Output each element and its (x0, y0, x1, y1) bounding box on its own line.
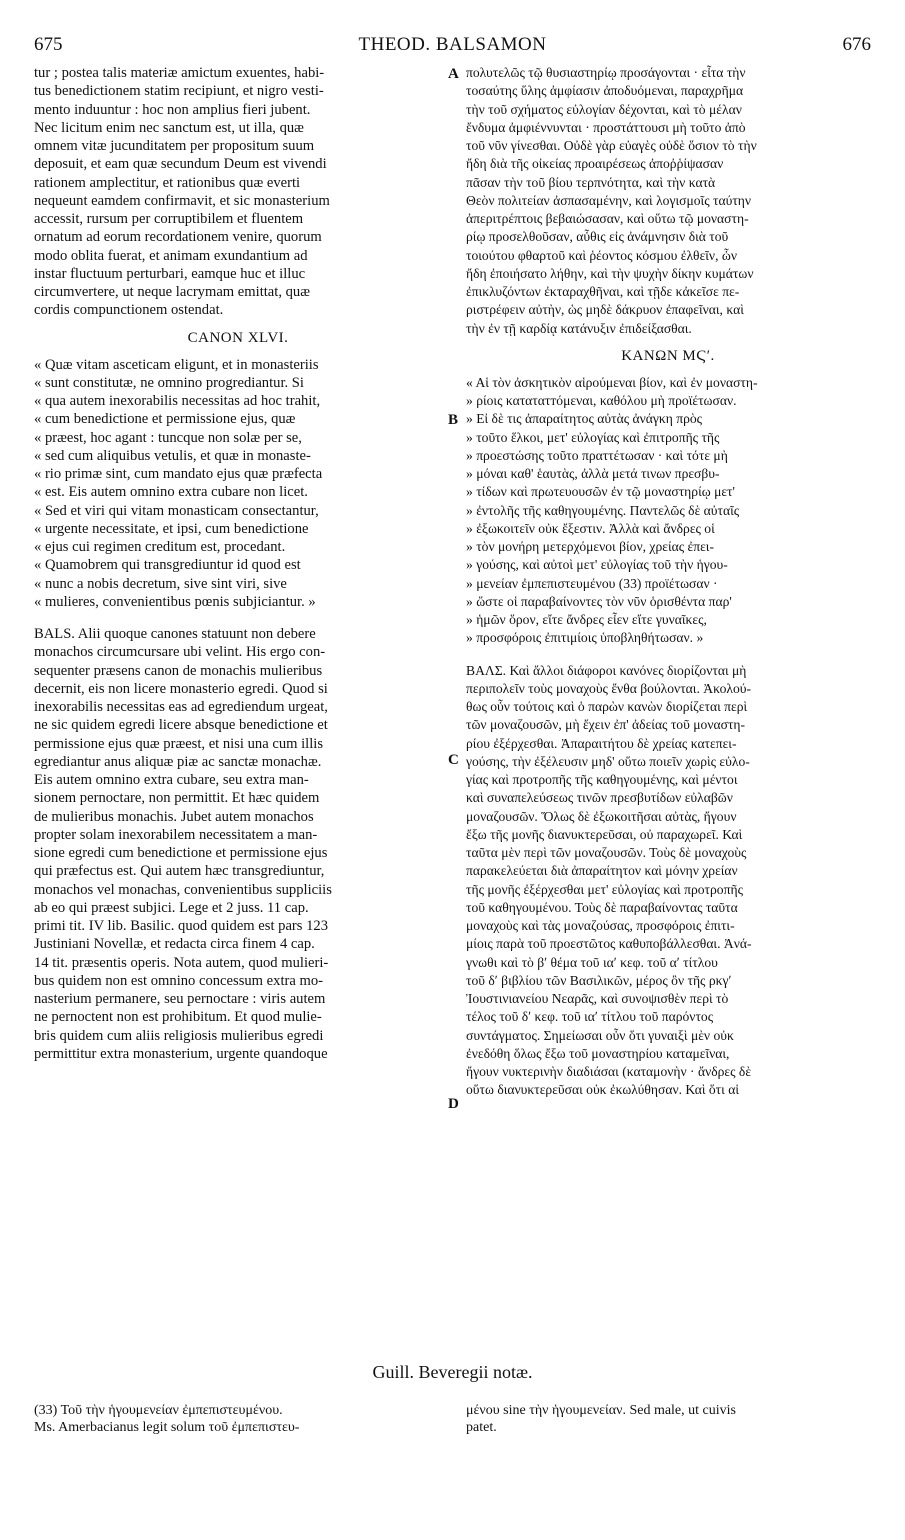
text-line: tus benedictionem statim recipiunt, et nigro vesti- (34, 83, 324, 100)
commentary-line: permissione ejus quæ præest, et nisi una cum illis (34, 735, 324, 752)
commentary-line: ne pernoctent non est prohibitum. Et quod mulie- (34, 1009, 322, 1026)
text-line: mento induuntur : hoc non amplius fieri jubent. (34, 101, 311, 118)
commentary-line: sionem pernoctare, non permittit. Et hæc quidem (34, 790, 320, 807)
margin-letter-d: D (448, 1096, 459, 1112)
canon-line: » ὥστε οἱ παραβαίνοντες τὸν νῦν ὁρισθέντα παρ' (466, 593, 732, 609)
canon-line: » ἡμῶν ὅρον, εἴτε ἄνδρες εἶεν εἴτε γυναῖκες, (466, 612, 707, 627)
footnote-line: patet. (466, 1420, 497, 1435)
text-line: rationem amplectitur, et rationibus quæ everti (34, 174, 301, 191)
commentary-line: de mulieribus monachis. Jubet autem monachos (34, 808, 314, 825)
commentary-line: 14 tit. præsentis operis. Nota autem, quod mulieri- (34, 954, 329, 971)
canon-line: » προεστώσης τοῦτο πραττέτωσαν · καὶ τότε μὴ (466, 447, 728, 463)
commentary-line: decernit, eis non licere monasterio egredi. Quod si (34, 680, 328, 697)
commentary-line: περιπολεῖν τοὺς μοναχοὺς ἔνθα βούλονται. Ἀκολού- (466, 680, 752, 696)
commentary-line: primi tit. IV lib. Basilic. quod quidem est pars 123 (34, 918, 329, 934)
commentary-line: συντάγματος. Σημείωσαι οὖν ὅτι γυναιξὶ μὲν οὐκ (466, 1027, 734, 1043)
footnote-left (34, 1402, 449, 1436)
commentary-line: bris quidem cum aliis religiosis mulieribus egredi (34, 1027, 324, 1044)
commentary-line: τῆς μονῆς ἐξέρχεσθαι μετ' εὐλογίας καὶ προτροπῆς (466, 881, 743, 897)
text-line: circumvertere, ut neque lacrymam emittat, quæ (34, 284, 310, 300)
latin-intro (34, 64, 442, 320)
margin-letter-a: A (448, 66, 459, 82)
greek-canon-title: ΚΑΝΩΝ ΜϚʹ. (621, 347, 715, 364)
commentary-line: ρίου ἐξέρχεσθαι. Ἀπαραιτήτου δὲ χρείας κατεπει- (466, 735, 737, 751)
canon-line: » ρίοις κατατατтόμεναι, καθόλου μὴ προϊέτωσαν. (466, 393, 737, 408)
text-line: ριστρέφειν αὐτὴν, ὡς μηδὲ δάκρυον ἐπαφεῖναι, καὶ (466, 302, 744, 318)
text-line: nequeunt eamdem confirmavit, et sic monasterium (34, 192, 330, 209)
canon-line: « Quæ vitam asceticam eligunt, et in monasteriis (34, 356, 319, 373)
text-line: ρίῳ προσελθοῦσαν, αὖθις εἰς ἀνάμνησιν διὰ τοῦ (466, 229, 729, 245)
canon-line: « urgente necessitate, et ipsi, cum benedictione (34, 520, 309, 537)
canon-line: » ἐντολῆς τῆς καθηγουμένης. Παντελῶς δὲ αὐταῖς (466, 502, 740, 518)
commentary-line: γίας καὶ προτροπῆς τῆς καθηγουμένης, καὶ μέντοι (466, 772, 738, 787)
text-line: πᾶσαν τὴν τοῦ βίου τερπνότητα, καὶ τὴν κατὰ (466, 174, 716, 190)
commentary-line: τέλος τοῦ δʹ κεφ. τοῦ ιαʹ τίτλου τοῦ παρόντος (466, 1009, 714, 1025)
commentary-line: egrediantur anus aliquæ piæ ac sanctæ monachæ. (34, 753, 322, 770)
latin-canon-title: CANON XLVI. (187, 329, 289, 346)
canon-line: « qua autem inexorabilis necessitas ad hoc trahit, (34, 393, 321, 409)
commentary-line: θως οὖν τούτοις καὶ ὁ παρὼν κανὼν διορίζεται περὶ (466, 699, 748, 714)
text-line: modo oblita fuerat, et animam exundantium ad (34, 247, 308, 264)
greek-intro (466, 64, 870, 338)
commentary-line: ἐνεδόθη ὅλως ἔξω τοῦ μοναστηρίου καταμεῖναι, (466, 1045, 730, 1061)
page-number-right: 676 (842, 34, 871, 55)
commentary-line: inexorabilis necessitas eas ad egrediendum urgeat, (34, 699, 328, 715)
commentary-line: τῶν μοναζουσῶν, μὴ ἔχειν ἐπ' ἀδείας τοῦ μοναστη- (466, 717, 746, 733)
canon-line: » τίδων καὶ πρωτευουσῶν ἐν τῷ μοναστηρίῳ μετ' (466, 484, 735, 500)
footnote-right (466, 1402, 870, 1436)
commentary-line: γνωθι καὶ τὸ βʹ θέμα τοῦ ιαʹ κεφ. τοῦ αʹ τίτλου (466, 954, 718, 970)
canon-line: » ἐξωκοιτεῖν οὐκ ἔξεστιν. Ἀλλὰ καὶ ἄνδρες οἱ (466, 520, 715, 536)
commentary-line: monachos circumcursare ubi velint. His ergo con- (34, 644, 326, 661)
footnote-line: μένου sine τὴν ἡγουμενείαν. Sed male, ut cuivis (466, 1403, 736, 1418)
canon-line: « Αἱ τὸν ἀσκητικὸν αἱρούμεναι βίον, καὶ ἐν μοναστη- (466, 374, 758, 390)
greek-canon-text (466, 374, 870, 648)
text-line: deposuit, et eam quæ secundum Deum est vivendi (34, 156, 327, 173)
latin-canon-text (34, 356, 442, 612)
greek-column (466, 64, 870, 1100)
commentary-line: propter solam inexorabilem necessitatem a man- (34, 826, 318, 843)
commentary-line: καὶ συναπελεύσεως τινῶν πρεσβυτίδων εὐλαβῶν (466, 790, 733, 806)
canon-line: » τὸν μονήρη μετερχόμενοι βίον, χρείας ἐπει- (466, 539, 714, 554)
commentary-line: μοναχοὺς καὶ τὰς μοναζούσας, προσφόροις ἐπιτι- (466, 918, 735, 933)
text-line: cordis compunctionem ostendat. (34, 302, 224, 319)
page-number-left: 675 (34, 34, 63, 55)
commentary-line: monachos vel monachas, convenientibus suppliciis (34, 881, 332, 898)
text-line: ornatum ad eorum recordationem venire, quorum (34, 229, 322, 246)
text-line: Nec licitum enim nec sanctum est, ut illa, quæ (34, 119, 304, 136)
text-line: tur ; postea talis materiæ amictum exuentes, habi- (34, 65, 325, 81)
commentary-line: ταῦτα μὲν περὶ τῶν μοναζουσῶν. Τοὺς δὲ μοναχοὺς (466, 845, 747, 860)
canon-line: « nunc a nobis decretum, sive sint viri, sive (34, 575, 287, 592)
margin-letter-b: B (448, 412, 459, 428)
canon-line: « sed cum aliquibus vetulis, et quæ in monaste- (34, 447, 311, 464)
canon-line: « Sed et viri qui vitam monasticam consectantur, (34, 502, 319, 519)
commentary-line: γούσης, τὴν ἐξέλευσιν μηδ' οὕτω ποιεῖν χωρὶς εὐλο- (466, 753, 750, 769)
commentary-line: nasterium permanere, seu pernoctare : viris autem (34, 991, 326, 1007)
text-line: πολυτελῶς τῷ θυσιαστηρίῳ προσάγονται · εἶτα τὴν (466, 65, 746, 80)
latin-column (34, 64, 442, 1063)
commentary-line: Eis autem omnino extra cubare, seu extra man- (34, 772, 309, 788)
commentary-line: μίοις παρὰ τοῦ προεστῶτος καθυποβάλλεσθαι. Ἀνά- (466, 936, 752, 952)
canon-line: « est. Eis autem omnino extra cubare non licet. (34, 484, 308, 501)
page-header (34, 34, 871, 60)
text-line: ἀπεριτρέπτοις βεβαιώσασαν, καὶ οὕτω τῷ μοναστη- (466, 211, 749, 226)
commentary-line: sione egredi cum benedictione et permissione ejus (34, 845, 328, 861)
text-line: τοιούτου φθαρτοῦ καὶ ῥέοντος κόσμου ἐλθεῖν, ὧν (466, 247, 737, 263)
canon-line: » τοῦτο ἕλκοι, μετ' εὐλογίας καὶ ἐπιτροπῆς τῆς (466, 429, 720, 445)
commentary-line: qui præfectus est. Qui autem hæc transgrediuntur, (34, 863, 325, 880)
commentary-line: ne sic quidem egredi licere absque benedictione et (34, 717, 328, 734)
canon-line: « Quamobrem qui transgrediuntur id quod est (34, 557, 301, 574)
canon-line: « cum benedictione et permissione ejus, quæ (34, 411, 296, 428)
canon-line: » μενείαν ἐμπεπιστευμένου (33) προϊέτωσαν · (466, 575, 718, 591)
commentary-line: ab eo qui præest subjici. Lege et 2 juss. 11 cap. (34, 899, 309, 916)
footnote-line: Ms. Amerbacianus legit solum τοῦ ἐμπεπιστευ- (34, 1420, 300, 1435)
canon-line: » μόναι καθ' ἑαυτὰς, ἀλλὰ μετά τινων πρεσβυ- (466, 466, 720, 481)
running-title: THEOD. BALSAMON (358, 34, 547, 55)
commentary-line: ΒΑΛΣ. Καὶ ἄλλοι διάφοροι κανόνες διορίζονται μὴ (466, 662, 747, 678)
margin-letter-c: C (448, 752, 459, 768)
canon-line: » γούσης, καὶ αὐτοὶ μετ' εὐλογίας τοῦ τὴν ἡγου- (466, 557, 728, 573)
latin-commentary (34, 625, 442, 1063)
text-line: τοῦ νῦν γίνεσθαι. Οὐδὲ γὰρ εὐαγὲς οὐδὲ ὅσιον τὸ τὴν (466, 138, 757, 153)
footnote-line: (33) Τοῦ τὴν ἡγουμενείαν ἐμπεπιστευμένου. (34, 1403, 283, 1418)
canon-line: » προσφόροις ἐπιτιμίοις ὑποβληθήτωσαν. » (466, 630, 704, 646)
canon-line: » Εἰ δὲ τις ἀπαραίτητος αὐτὰς ἀνάγκη πρὸς (466, 411, 703, 427)
greek-commentary (466, 662, 870, 1100)
text-line: omnem vitæ jucunditatem per propositum suum (34, 138, 315, 154)
text-line: accessit, rursum per corruptibilem et fluentem (34, 211, 304, 227)
text-line: ἤδη διὰ τῆς οἰκείας προαιρέσεως ἀποῤῥίψασαν (466, 156, 724, 172)
text-line: τὴν τοῦ σχήματος εὐλογίαν δέχονται, καὶ τὸ μέλαν (466, 101, 742, 117)
canon-line: « sunt constitutæ, ne omnino progrediantur. Si (34, 374, 304, 391)
commentary-line: BALS. Alii quoque canones statuunt non debere (34, 626, 316, 642)
commentary-line: Ἰουστινιανείου Νεαρᾶς, καὶ συνοψισθὲν περὶ τὸ (466, 991, 729, 1006)
commentary-line: Justiniani Novellæ, et redacta circa finem 4 cap. (34, 936, 315, 953)
canon-line: « mulieres, convenientibus pœnis subjiciantur. » (34, 593, 316, 610)
commentary-line: ἔξω τῆς μονῆς διανυκτερεῦσαι, οὐ παραχωρεῖ. Καὶ (466, 826, 743, 842)
text-line: instar fluctuum perturbari, eamque huc et illuc (34, 265, 306, 282)
commentary-line: bus quidem non est omnino concessum extra mo- (34, 972, 323, 989)
notes-heading: Guill. Beveregii notæ. (372, 1362, 533, 1382)
commentary-line: sequenter præsens canon de monachis mulieribus (34, 662, 323, 679)
text-line: τοσαύτης ὕλης ἀμφίασιν ἀποδυόμεναι, παραχρῆμα (466, 83, 744, 99)
commentary-line: ἤγουν νυκτερινὴν διαδιάσαι (καταμονὴν · ἄνδρες δὲ (466, 1064, 752, 1079)
commentary-line: τοῦ καθηγουμένου. Τοὺς δὲ παραβαίνοντας ταῦτα (466, 899, 738, 915)
commentary-line: παρακελεύεται διὰ ἀπαραίτητον καὶ μόνην χρείαν (466, 863, 738, 879)
text-line: ἤδη ἐποιήσατο λήθην, καὶ τὴν ψυχὴν δίκην κυμάτων (466, 265, 754, 281)
commentary-line: τοῦ δʹ βιβλίου τῶν Βασιλικῶν, μέρος ὂν τῆς ρκγʹ (466, 972, 732, 988)
commentary-line: μοναζουσῶν. Ὅλως δὲ ἐξωκοιτῆσαι αὐτὰς, ἤγουν (466, 808, 737, 824)
text-line: ἔνδυμα ἀμφιέννυνται · προστάττουσι μὴ τοῦτο ἀπὸ (466, 119, 746, 135)
canon-line: « præest, hoc agant : tuncque non solæ per se, (34, 429, 302, 446)
canon-line: « ejus cui regimen creditum est, procedant. (34, 539, 286, 555)
text-line: Θεὸν πολιτείαν ἀσπασαμένην, καὶ λογισμοῖς ταύτην (466, 192, 752, 208)
canon-line: « rio primæ sint, cum mandato ejus quæ præfecta (34, 466, 323, 482)
text-line: ἐπικλυζόντων ἐκταραχθῆναι, καὶ τῇδε κἀκεῖσε πε- (466, 284, 740, 299)
commentary-line: οὕτω διανυκτερεῦσαι οὐκ ἐκωλύθησαν. Καὶ ὅτι αἱ (466, 1082, 739, 1098)
text-line: τὴν ἐν τῇ καρδίᾳ κατάνυξιν ἐπιδείξασθαι. (466, 320, 692, 336)
commentary-line: permittitur extra monasterium, urgente quandoque (34, 1045, 328, 1062)
